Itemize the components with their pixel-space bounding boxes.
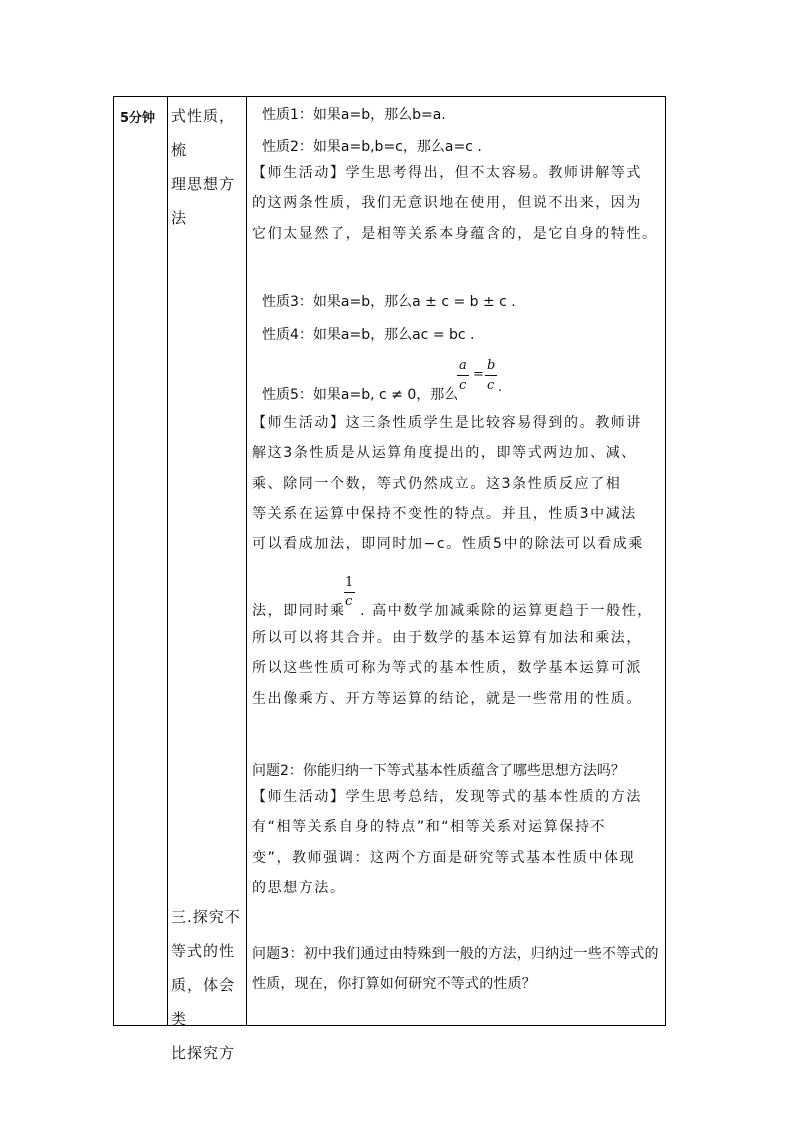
column-divider	[246, 97, 247, 1025]
stage-top	[171, 99, 245, 235]
property-2: 性质2：如果a=b,b=c，那么a=c .	[262, 139, 482, 155]
paragraph-line: 性质，现在，你打算如何研究不等式的性质？	[252, 976, 536, 992]
fraction-denominator: c	[487, 378, 495, 393]
paragraph-line: 的思想方法。	[252, 879, 346, 896]
reciprocal-fraction	[344, 575, 358, 615]
paragraph-line: 可以看成加法，即同时加−c。性质5中的除法可以看成乘	[252, 536, 644, 553]
period: .	[498, 380, 503, 395]
stage-line: 等式的性	[171, 942, 236, 960]
paragraph-line: 有“相等关系自身的特点”和“相等关系对运算保持不	[252, 819, 607, 836]
stage-line: 质，体会类	[171, 976, 236, 1028]
property-5-fraction	[457, 358, 503, 398]
paragraph-line: 所以可以将其合并。由于数学的基本运算有加法和乘法，	[252, 630, 642, 646]
paragraph-line: 变”，教师强调：这两个方面是研究等式基本性质中体现	[252, 849, 636, 866]
stage-line: 比探究方	[171, 1044, 236, 1062]
stage-line: 三.探究不	[171, 908, 241, 926]
property-1: 性质1：如果a=b，那么b=a.	[262, 107, 446, 123]
equals-sign: =	[473, 367, 484, 382]
stage-bottom	[171, 900, 245, 1070]
teacher-activity-2	[252, 408, 660, 559]
lesson-table	[113, 96, 666, 1062]
fraction-numerator: b	[487, 358, 496, 373]
paragraph-line: 它们太显然了，是相等关系本身蕴含的，是它自身的特性。	[252, 225, 658, 242]
teacher-activity-2-cont	[252, 623, 660, 714]
fraction-denominator: c	[345, 594, 353, 609]
fraction-bar	[344, 592, 355, 593]
property-3: 性质3：如果a=b，那么a ± c = b ± c .	[262, 294, 516, 310]
fraction-numerator: 1	[345, 575, 354, 590]
paragraph-line: 解这3条性质是从运算角度提出的，即等式两边加、减、	[252, 445, 637, 462]
paragraph-line: 【师生活动】这三条性质学生是比较容易得到的。教师讲	[252, 415, 642, 431]
time-cell: 5分钟	[120, 111, 156, 126]
paragraph-line: 乘、除同一个数，等式仍然成立。这3条性质反应了相	[252, 475, 622, 492]
question-3	[252, 939, 662, 999]
paragraph-line: 法，即同时乘	[252, 603, 346, 619]
stage-line: 式性质，梳	[171, 107, 236, 159]
teacher-activity-3	[252, 782, 660, 903]
paragraph-line: 问题3：初中我们通过由特殊到一般的方法，归纳过一些不等式的	[252, 946, 659, 962]
question-2: 问题2：你能归纳一下等式基本性质蕴含了哪些思想方法吗？	[252, 763, 625, 779]
teacher-activity-1	[252, 158, 660, 249]
stage-line: 法	[171, 209, 188, 227]
property-4: 性质4：如果a=b，那么ac = bc .	[262, 327, 475, 343]
paragraph-line: 等关系在运算中保持不变性的特点。并且，性质3中减法	[252, 505, 637, 522]
paragraph-line: 生出像乘方、开方等运算的结论，就是一些常用的性质。	[252, 690, 642, 707]
paragraph-line: 【师生活动】学生思考得出，但不太容易。教师讲解等式	[252, 165, 642, 181]
paragraph-line: . 高中数学加减乘除的运算更趋于一般性，	[360, 603, 653, 619]
paragraph-line: 所以这些性质可称为等式的基本性质，数学基本运算可派	[252, 660, 642, 677]
fraction-denominator: c	[459, 378, 467, 393]
fraction-bar	[457, 375, 469, 376]
paragraph-line: 的这两条性质，我们无意识地在使用，但说不出来，因为	[252, 195, 642, 212]
stage-line: 理思想方	[171, 175, 236, 193]
column-divider	[167, 97, 168, 1025]
fraction-bar	[485, 375, 497, 376]
property-5: 性质5：如果a=b, c ≠ 0，那么	[262, 387, 459, 403]
fraction-numerator: a	[459, 358, 467, 373]
paragraph-line: 【师生活动】学生思考总结，发现等式的基本性质的方法	[252, 789, 642, 805]
